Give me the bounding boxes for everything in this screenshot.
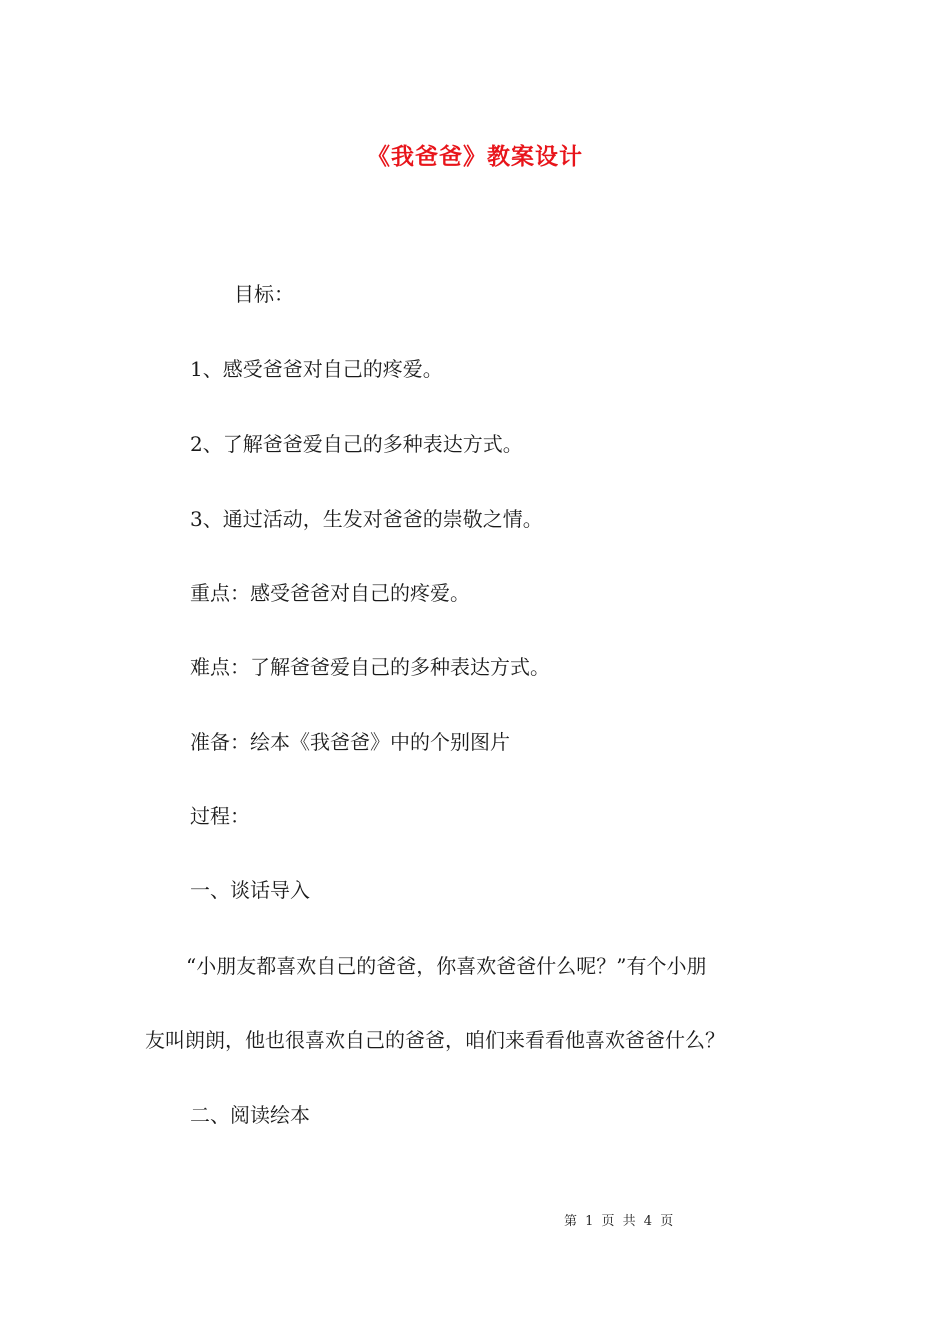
goal-item-2: 2、了解爸爸爱自己的多种表达方式。 bbox=[190, 432, 523, 456]
process-heading: 过程： bbox=[190, 804, 250, 828]
section-2-heading: 二、阅读绘本 bbox=[190, 1103, 310, 1127]
key-point: 重点：感受爸爸对自己的疼爱。 bbox=[190, 581, 470, 605]
page-footer: 第 1 页 共 4 页 bbox=[564, 1214, 674, 1229]
goals-heading: 目标： bbox=[234, 282, 294, 306]
section-1-heading: 一、谈话导入 bbox=[190, 878, 310, 902]
goal-item-3: 3、通过活动，生发对爸爸的崇敬之情。 bbox=[190, 507, 543, 531]
difficult-point: 难点：了解爸爸爱自己的多种表达方式。 bbox=[190, 655, 550, 679]
goal-item-1: 1、感受爸爸对自己的疼爱。 bbox=[190, 357, 443, 381]
paragraph-line-1: “小朋友都喜欢自己的爸爸，你喜欢爸爸什么呢？”有个小朋 bbox=[186, 954, 707, 978]
document-title: 《我爸爸》教案设计 bbox=[367, 143, 583, 170]
paragraph-line-2: 友叫朗朗，他也很喜欢自己的爸爸，咱们来看看他喜欢爸爸什么？ bbox=[145, 1028, 725, 1052]
preparation: 准备：绘本《我爸爸》中的个别图片 bbox=[190, 730, 510, 754]
